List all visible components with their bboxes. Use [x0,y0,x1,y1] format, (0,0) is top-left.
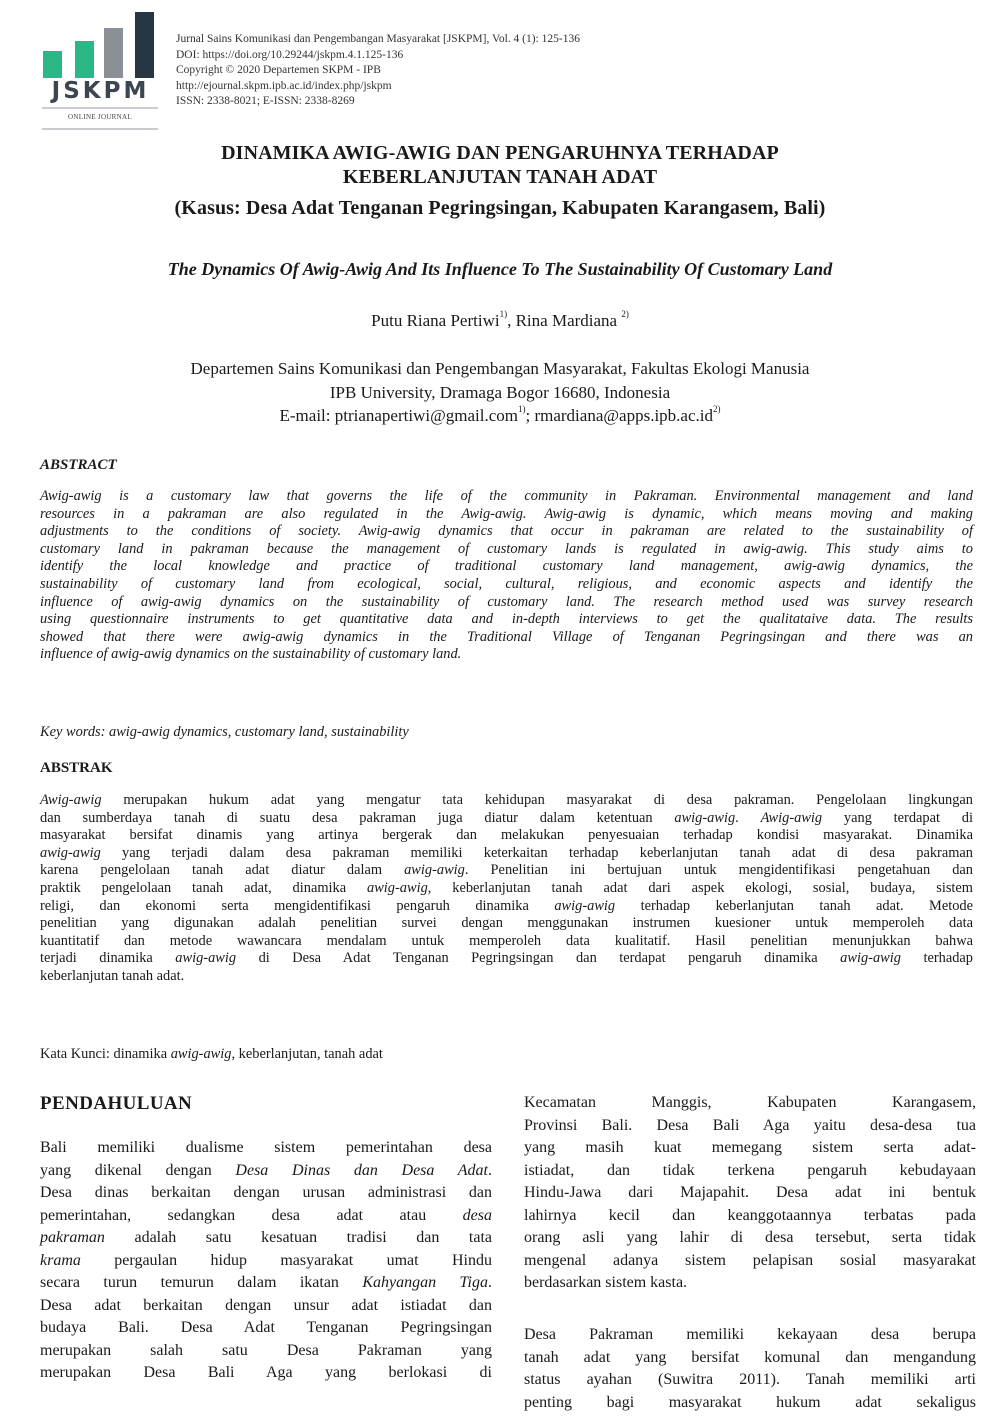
italic-term: Desa Dinas dan Desa Adat [235,1161,488,1179]
text-line [40,1250,492,1273]
text-run: yang terjadi dalam desa pakraman memiliki keterkaitan terhadap keberlanjutan tanah adat di desa pakraman [100,844,973,861]
email-mark: 2) [712,404,721,414]
keywords-text: Key words: awig-awig dynamics, customary land, sustainability [40,724,409,740]
text-line: sustainability of customary land from ecological, social, cultural, religious, and economic aspects and identify the [40,575,973,592]
text-run: . [488,1274,492,1291]
email-mark: 1) [517,404,526,414]
email-label: E-mail: [279,406,335,425]
text-line [40,968,973,986]
logo-bar [43,51,62,78]
text-line [40,1046,973,1064]
journal-info [176,32,580,110]
text-run: secara turun temurun dalam ikatan [40,1274,363,1291]
text-run: keberlanjutan tanah adat. [40,967,185,984]
text-line: influence of awig-awig dynamics on the sustainability of customary land. [40,646,462,663]
text-run: . [488,1161,492,1179]
text-run: terjadi dinamika [40,950,176,967]
italic-term: Awig-awig [40,792,102,808]
journal-doi[interactable]: DOI: https://doi.org/10.29244/jskpm.4.1.125-136 [176,48,404,61]
text-line: istiadat, dan tidak terkena pengaruh kebudayaan [524,1161,976,1179]
text-line: tanah adat yang bersifat komunal dan mengandung [524,1348,976,1366]
italic-term: Kahyangan Tiga [362,1274,488,1291]
text-line [40,915,973,933]
intro-right-column-para-2 [524,1324,976,1414]
text-run: , keberlanjutan, tanah adat [231,1046,383,1062]
journal-citation: Jurnal Sains Komunikasi dan Pengembangan Masyarakat [JSKPM], Vol. 4 (1): 125-136 [176,33,580,45]
text-line [40,845,973,863]
text-run: masyarakat bersifat dinamis yang artinya bergerak dan melakukan penyesuaian terhadap kondisi masyarakat. Dinamika [40,827,973,844]
logo-divider [42,128,158,130]
text-run: terhadap [900,950,973,967]
logo-bars-icon [43,12,155,78]
text-line [40,1160,492,1183]
italic-term: desa [462,1206,492,1224]
text-line [40,792,973,810]
abstrak-heading: ABSTRAK [40,760,113,776]
text-line: Hindu-Jawa dari Majapahit. Desa adat ini bentuk [524,1184,976,1201]
authors [0,311,1000,331]
text-line [40,1317,492,1340]
text-run: Kata Kunci: dinamika [40,1046,171,1062]
italic-term: awig-awig [840,950,901,967]
text-line [40,1227,492,1250]
section-heading-pendahuluan: PENDAHULUAN [40,1093,193,1114]
text-line [40,880,973,898]
paper-title-line-2: KEBERLANJUTAN TANAH ADAT [342,166,658,188]
text-line [40,1362,492,1385]
journal-logo [35,5,165,135]
text-run: di Desa Adat Tenganan Pegringsingan dan terdapat pengaruh dinamika [236,950,841,967]
text-line: penting bagi masyarakat hukum adat sekaligus [524,1393,976,1411]
italic-term: pakraman [40,1229,105,1246]
text-run: penelitian yang digunakan adalah penelitian survei dengan menggunakan instrumen kuesioner untuk memperoleh data [40,915,973,932]
logo-bar [104,28,123,78]
italic-term: awig-awig [40,844,101,861]
text-run: religi, dan ekonomi serta mengidentifikasi pengaruh dinamika [40,897,555,914]
text-line [40,1137,492,1160]
logo-bar [135,12,154,78]
text-run: dan sumberdaya tanah di suatu desa pakraman juga diatur dalam ketentuan [40,809,675,826]
text-run: budaya Bali. Desa Adat Tenganan Pegringsingan [40,1319,492,1336]
text-line: showed that there were awig-awig dynamics in the Traditional Village of Tenganan Pegringsingan and there was an [40,628,973,645]
text-run: , keberlanjutan tanah adat dari aspek ekologi, sosial, budaya, sistem [427,879,973,896]
italic-term: awig-awig [674,809,736,826]
italic-term: awig-awig [404,862,465,879]
author-affiliation-mark: 1) [499,309,508,319]
text-line: adjustments to the conditions of society. Awig-awig dynamics that occur in pakraman are related to the sustainability of [40,523,973,540]
text-line: customary land in pakraman because the management of customary lands is regulated in awig-awig. This study aims to [40,540,973,557]
text-line: resources in a pakraman are also regulated in the Awig-awig. Awig-awig is dynamic, which means moving and making [40,505,973,522]
journal-copyright: Copyright © 2020 Departemen SKPM - IPB [176,64,381,77]
paper-english-title: The Dynamics Of Awig-Awig And Its Influence To The Sustainability Of Customary Land [167,259,833,279]
text-run: pemerintahan, sedangkan desa adat atau [40,1206,463,1224]
text-line [40,1205,492,1228]
italic-term: awig-awig [170,1046,232,1062]
intro-right-column-para-1 [524,1092,976,1295]
paper-title-line-1: DINAMIKA AWIG-AWIG DAN PENGARUHNYA TERHADAP [221,142,779,164]
email-link[interactable]: ptrianapertiwi@gmail.com [334,406,518,425]
affiliation-line-1: Departemen Sains Komunikasi dan Pengembangan Masyarakat, Fakultas Ekologi Manusia [190,359,810,378]
abstract-heading: ABSTRACT [40,457,117,473]
text-run: Desa adat berkaitan dengan unsur adat istiadat dan [40,1296,492,1314]
logo-bar [75,41,94,78]
text-run: pergaulan hidup masyarakat umat Hindu [80,1251,492,1269]
abstract-body [40,488,973,664]
text-line [40,950,973,968]
journal-url[interactable]: http://ejournal.skpm.ipb.ac.id/index.php/jskpm [176,79,392,92]
text-run: terhadap keberlanjutan tanah adat. Metode [615,897,973,914]
text-line: using questionnaire instruments to get quantitative data and in-depth interviews to get the qualitataive data. The results [40,611,973,628]
text-line: mengenal adanya sistem pelapisan sosial masyarakat [524,1251,976,1269]
journal-issn: ISSN: 2338-8021; E-ISSN: 2338-8269 [176,95,355,108]
author-name: Rina Mardiana [515,311,622,330]
text-line: berdasarkan sistem kasta. [524,1274,688,1291]
text-run: merupakan Desa Bali Aga yang berlokasi di [40,1364,492,1381]
text-line: status ayahan (Suwitra 2011). Tanah memiliki arti [524,1371,976,1388]
abstract-keywords [40,724,973,742]
text-line [40,898,973,916]
text-line: identify the local knowledge and practice of traditional customary land management, awig-awig dynamics, the [40,558,973,575]
email-line [0,406,1000,426]
text-line: Desa Pakraman memiliki kekayaan desa berupa [524,1326,976,1343]
intro-left-column [40,1137,492,1385]
italic-term: krama [40,1251,81,1269]
text-run: kuantitatif dan metode wawancara mendalam untuk memperoleh data kualitatif. Hasil penelitian menunjukkan bahwa [40,932,973,949]
italic-term: awig-awig [554,897,616,914]
italic-term: awig-awig [367,879,428,896]
abstrak-body [40,792,973,986]
email-separator: ; [525,406,535,425]
text-line [40,862,973,880]
text-run: yang terdapat di [822,809,973,826]
paper-case-subtitle: (Kasus: Desa Adat Tenganan Pegringsingan, Kabupaten Karangasem, Bali) [174,197,826,219]
text-line [40,1272,492,1295]
italic-term: Awig-awig [760,809,823,826]
author-affiliation-mark: 2) [621,309,629,319]
author-separator: , [507,311,516,330]
text-run: praktik pengelolaan tanah adat, dinamika [40,879,367,896]
text-run: merupakan hukum adat yang mengatur tata kehidupan masyarakat di desa pakraman. Pengelolaan lingkungan [101,792,973,808]
abstrak-keywords [40,1046,973,1064]
logo-subtitle: ONLINE JOURNAL [68,113,132,121]
text-line: Kecamatan Manggis, Kabupaten Karangasem, [524,1094,976,1111]
italic-term: awig-awig [175,950,237,967]
logo-divider [42,107,158,109]
affiliation-line-2: IPB University, Dramaga Bogor 16680, Indonesia [329,383,671,402]
text-run: . Penelitian ini bertujuan untuk mengidentifikasi pengetahuan dan [464,862,974,879]
text-run: Desa dinas berkaitan dengan urusan administrasi dan [40,1184,492,1201]
text-run: adalah satu kesatuan tradisi dan tata [104,1229,492,1246]
text-line: yang masih kuat memegang sistem serta adat- [524,1139,976,1156]
text-line [40,1295,492,1318]
text-line: influence of awig-awig dynamics on the sustainability of customary land. The research method used was survey research [40,593,973,610]
logo-wordmark: JSKPM [51,78,150,104]
text-line [40,1340,492,1363]
text-line: Provinsi Bali. Desa Bali Aga yaitu desa-desa tua [524,1116,976,1134]
text-line [40,827,973,845]
text-line: lahirnya kecil dan keanggotaannya terbatas pada [524,1206,976,1224]
email-link[interactable]: rmardiana@apps.ipb.ac.id [534,406,713,425]
text-run: yang dikenal dengan [40,1161,236,1179]
text-line [40,810,973,828]
text-line [40,933,973,951]
text-run: karena pengelolaan tanah adat diatur dalam [40,862,405,879]
text-run: . [735,809,761,826]
text-line: orang asli yang lahir di desa tersebut, serta tidak [524,1229,976,1246]
text-line [40,1182,492,1205]
author-name: Putu Riana Pertiwi [371,311,500,330]
text-run: Bali memiliki dualisme sistem pemerintahan desa [40,1139,492,1156]
text-run: merupakan salah satu Desa Pakraman yang [40,1341,492,1359]
text-line: Awig-awig is a customary law that governs the life of the community in Pakraman. Environmental management and land [40,488,973,504]
